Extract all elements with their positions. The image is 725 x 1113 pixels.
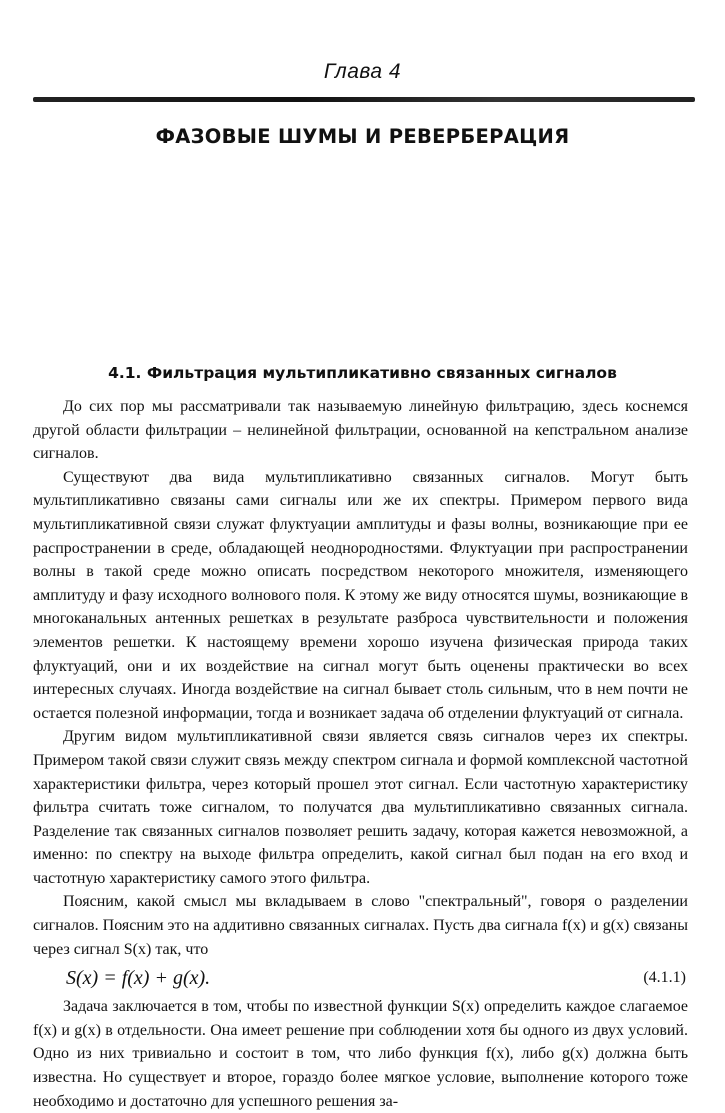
section-title: 4.1. Фильтрация мультипликативно связанных сигналов — [108, 364, 617, 382]
equation-formula: S(x) = f(x) + g(x). — [66, 967, 211, 990]
chapter-divider-rule — [33, 97, 695, 102]
paragraph: Существуют два вида мультипликативно связанных сигналов. Могут быть мультипликативно связаны сами сигналы или же их спектры. Примером первого вида мультипликативной связи служат флуктуации амплитуды и фазы волны, возникающие при ее распространении в среде, обладающей неоднородностями. Флуктуации при распространении волны в такой среде можно описать посредством некоторого множителя, изменяющего амплитуду и фазу исходного волнового поля. К этому же виду относятся шумы, возникающие в многоканальных антенных решетках в результате разброса чувствительности и положения элементов решетки. К настоящему времени хорошо изучена физическая природа таких флуктуаций, они и их воздействие на сигнал могут быть оценены практически во всех интересных случаях. Иногда воздействие на сигнал бывает столь сильным, что в нем почти не остается полезной информации, тогда и возникает задача об отделении флуктуаций от сигнала. — [33, 468, 688, 722]
chapter-label: Глава 4 — [323, 60, 402, 83]
equation — [33, 961, 688, 995]
paragraph: До сих пор мы рассматривали так называемую линейную фильтрацию, здесь коснемся другой области фильтрации – нелинейной фильтрации, основанной на кепстральном анализе сигналов. — [33, 398, 688, 463]
paragraph: Задача заключается в том, чтобы по известной функции S(x) определить каждое слагаемое f(x) и g(x) в отдельности. Она имеет решение при соблюдении хотя бы одного из двух условий. Одно из них тривиально и состоит в том, что либо функция f(x), либо g(x) должна быть известна. Но существует и второе, гораздо более мягкое условие, выполнение которого тоже необходимо и достаточно для успешного решения за- — [33, 998, 689, 1110]
paragraph: Другим видом мультипликативной связи является связь сигналов через их спектры. Примером такой связи служит связь между спектром сигнала и формой комплексной частотной характеристики фильтра, через который прошел этот сигнал. Если частотную характеристику фильтра считать тоже сигналом, то получатся два мультипликативно связанных сигнала. Разделение так связанных сигналов позволяет решить задачу, которая кажется невозможной, а именно: по спектру на выходе фильтра определить, какой сигнал был подан на его вход и частотную характеристику самого этого фильтра. — [33, 728, 688, 887]
equation-number: (4.1.1) — [643, 969, 686, 987]
paragraph: Поясним, какой смысл мы вкладываем в слово "спектральный", говоря о разделении сигналов. Поясним это на аддитивно связанных сигналах. Пусть два сигнала f(x) и g(x) связаны через сигнал S(x) так, что — [33, 893, 688, 958]
chapter-title: ФАЗОВЫЕ ШУМЫ И РЕВЕРБЕРАЦИЯ — [155, 125, 570, 148]
body-text — [33, 395, 688, 1113]
